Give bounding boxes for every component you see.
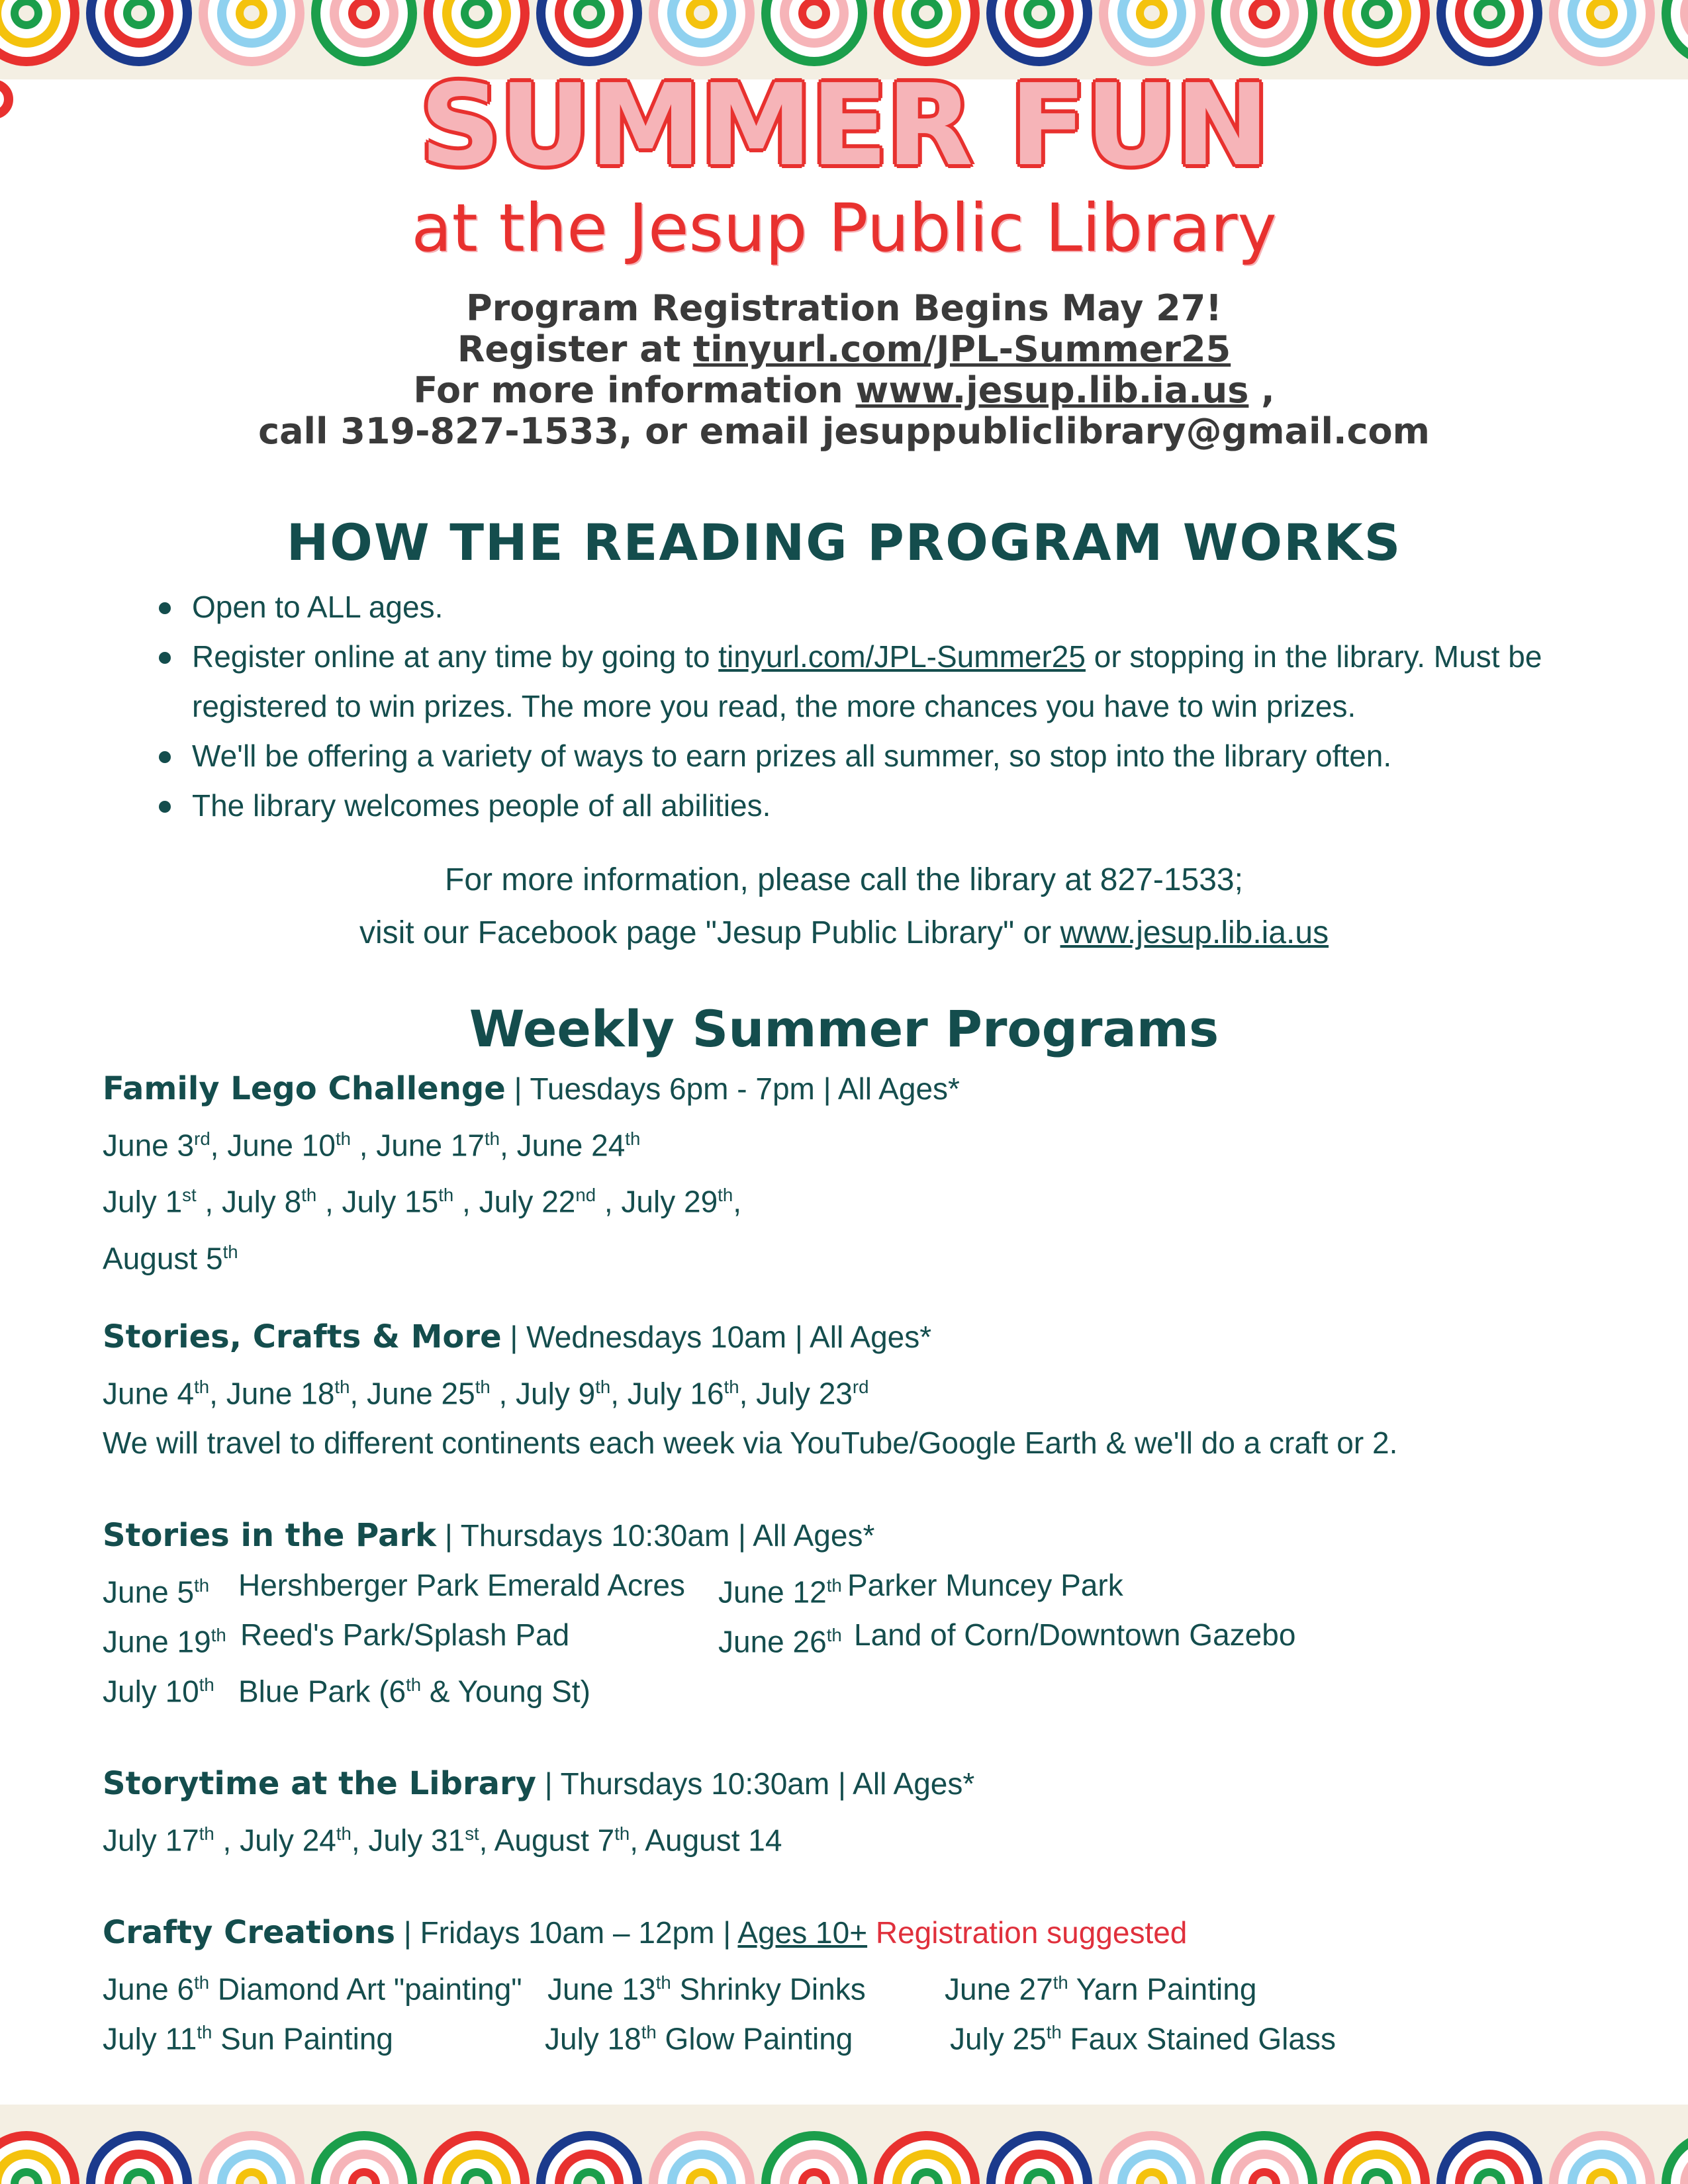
program-dates: June 4th, June 18th, June 25th , July 9th, July 16th, July 23rd [103,1376,869,1411]
rainbow-arc-icon [536,2131,642,2184]
bottom-rainbow-border [0,2105,1688,2184]
website-link[interactable]: www.jesup.lib.ia.us [855,369,1249,411]
bullet-icon [159,652,171,664]
rainbow-arc-icon [1549,0,1655,66]
rainbow-arc-icon [649,0,755,66]
rainbow-arc-icon [649,2131,755,2184]
program-dates: July 1st , July 8th , July 15th , July 22nd , July 29th, [103,1184,741,1219]
bullet-icon [159,602,171,614]
craft-item: June 6th Diamond Art "painting" [103,1972,522,2007]
list-item: Register online at any time by going to tinyurl.com/JPL-Summer25 or stopping in the library. Must be registered to win prizes. The more you read, the more chances you have to win prizes. [146,632,1602,731]
rainbow-arc-icon [874,0,980,66]
program-title: Family Lego Challenge [103,1070,506,1107]
craft-item: June 27th Yarn Painting [945,1972,1257,2007]
flyer-subtitle: at the Jesup Public Library [411,189,1277,267]
rainbow-arc-icon [86,0,192,66]
program-title: Crafty Creations [103,1914,396,1951]
program-title: Stories in the Park [103,1517,437,1554]
rainbow-arc-icon [1662,2131,1688,2184]
program-note: We will travel to different continents each week via YouTube/Google Earth & we'll do a craft or 2. [103,1426,1398,1461]
park-date: July 10th [103,1674,214,1709]
ages-label: Ages 10+ [737,1915,868,1950]
list-item: The library welcomes people of all abilities. [146,781,1602,831]
program-dates: June 3rd, June 10th , June 17th, June 24th [103,1128,641,1163]
rainbow-arc-icon [761,2131,867,2184]
park-location: Blue Park (6th & Young St) [238,1674,590,1709]
rainbow-arc-icon [86,2131,192,2184]
program-park: Stories in the Park | Thursdays 10:30am | All Ages* June 5th Hershberger Park Emerald Acres June 12th Parker Muncey Park June 19th Reed's Park/Splash Pad June 26th Land of Corn/Downtown Gazebo July 10th Blue Park (6th & Young St) [103,1511,1625,1709]
rainbow-arc-icon [986,2131,1092,2184]
program-stories-crafts: Stories, Crafts & More | Wednesdays 10am | All Ages* June 4th, June 18th, June 25th , July 9th, July 16th, July 23rd We will travel to different continents each week via YouTube/Google Earth & we'll do a craft or 2. [103,1312,1625,1468]
park-location: Hershberger Park Emerald Acres [238,1568,685,1602]
weekly-heading: Weekly Summer Programs [469,999,1219,1058]
rainbow-arc-icon [1324,0,1430,66]
info-facebook: visit our Facebook page "Jesup Public Library" or www.jesup.lib.ia.us [359,915,1329,950]
website-link[interactable]: www.jesup.lib.ia.us [1060,915,1329,950]
park-date: June 5th [103,1574,210,1610]
rainbow-arc-icon [311,2131,417,2184]
rainbow-arc-icon [1211,2131,1317,2184]
park-date: June 26th [718,1624,842,1659]
program-dates: July 17th , July 24th, July 31st, August 7th, August 14 [103,1823,782,1858]
program-lego: Family Lego Challenge | Tuesdays 6pm - 7pm | All Ages* June 3rd, June 10th , June 17th, June 24th July 1st , July 8th , July 15th , July 22nd , July 29th, August 5th [103,1064,1625,1283]
how-bullets [146,582,1602,831]
rainbow-arc-icon [1662,0,1688,66]
program-crafty: Crafty Creations | Fridays 10am – 12pm | Ages 10+ Registration suggested June 6th Diamond Art "painting" June 13th Shrinky Dinks June 27th Yarn Painting July 11th Sun Painting July 18th Glow Painting July 25th Faux Stained Glass [103,1908,1625,2067]
registration-link-line: Register at tinyurl.com/JPL-Summer25 [457,328,1231,370]
program-storytime: Storytime at the Library | Thursdays 10:30am | All Ages* July 17th , July 24th, July 31st, August 7th, August 14 [103,1759,1625,1865]
park-date: June 19th [103,1624,226,1659]
park-location: Land of Corn/Downtown Gazebo [854,1617,1296,1652]
rainbow-arc-icon [1324,2131,1430,2184]
registration-link[interactable]: tinyurl.com/JPL-Summer25 [693,328,1231,370]
bullet-icon [159,801,171,813]
craft-item: July 18th Glow Painting [545,2021,853,2056]
craft-item: June 13th Shrinky Dinks [547,1972,866,2007]
rainbow-arc-icon [1436,0,1542,66]
craft-item: July 25th Faux Stained Glass [950,2021,1336,2056]
rainbow-arc-icon [0,2131,79,2184]
rainbow-arc-icon [761,0,867,66]
rainbow-arc-icon [536,0,642,66]
park-location: Parker Muncey Park [847,1568,1123,1602]
list-item: Open to ALL ages. [146,582,1602,632]
park-date: June 12th [718,1574,842,1610]
registration-note: Registration suggested [867,1915,1188,1950]
rainbow-arc-icon [424,2131,530,2184]
rainbow-arc-icon [1549,2131,1655,2184]
rainbow-arc-icon [424,0,530,66]
contact-line: call 319-827-1533, or email jesuppubliclibrary@gmail.com [258,410,1430,452]
craft-item: July 11th Sun Painting [103,2021,394,2056]
bullet-icon [159,751,171,763]
rainbow-arc-icon [874,2131,980,2184]
info-call: For more information, please call the library at 827-1533; [445,862,1243,897]
program-dates: August 5th [103,1240,238,1275]
rainbow-arc-icon [1099,0,1205,66]
rainbow-arc-icon [1099,2131,1205,2184]
rainbow-arc-icon [1211,0,1317,66]
rainbow-arc-icon [0,0,79,66]
registration-link[interactable]: tinyurl.com/JPL-Summer25 [718,639,1086,674]
list-item: We'll be offering a variety of ways to earn prizes all summer, so stop into the library often. [146,731,1602,781]
program-title: Stories, Crafts & More [103,1318,502,1355]
flyer-title: SUMMER FUN [420,60,1268,191]
website-line: For more information www.jesup.lib.ia.us , [413,369,1275,411]
registration-date: Program Registration Begins May 27! [466,287,1222,329]
program-title: Storytime at the Library [103,1765,536,1802]
how-heading: HOW THE READING PROGRAM WORKS [286,513,1402,572]
rainbow-arc-icon [1436,2131,1542,2184]
rainbow-arc-icon [311,0,417,66]
rainbow-arc-icon [199,0,305,66]
rainbow-arc-icon [986,0,1092,66]
rainbow-arc-icon [199,2131,305,2184]
park-location: Reed's Park/Splash Pad [240,1617,570,1652]
